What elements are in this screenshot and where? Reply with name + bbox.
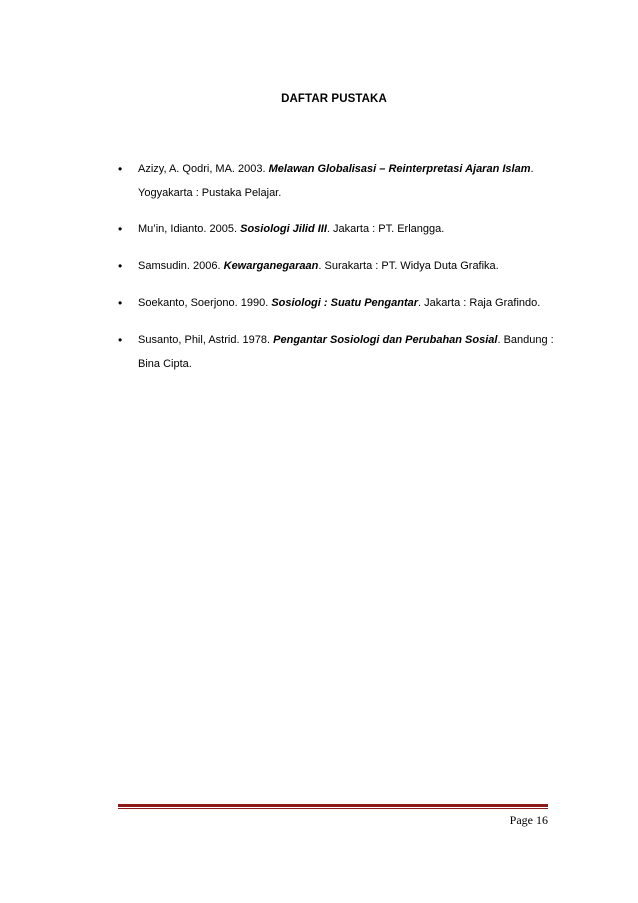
reference-item: [118, 328, 558, 376]
reference-item: [118, 217, 558, 241]
reference-item: [118, 291, 558, 315]
reference-item: [118, 254, 558, 278]
reference-item: [118, 157, 558, 205]
footer-rule-thin: [118, 808, 548, 809]
reference-text: Soekanto, Soerjono. 1990. Sosiologi : Suatu Pengantar. Jakarta : Raja Grafindo.: [138, 297, 541, 309]
page-title: DAFTAR PUSTAKA: [281, 93, 387, 105]
footer-rule: [118, 804, 548, 807]
reference-text: Mu’in, Idianto. 2005. Sosiologi Jilid III. Jakarta : PT. Erlangga.: [138, 223, 445, 235]
bullet-icon: •: [118, 259, 123, 273]
bullet-icon: •: [118, 296, 123, 310]
bullet-icon: •: [118, 333, 123, 347]
reference-text: Azizy, A. Qodri, MA. 2003. Melawan Globalisasi – Reinterpretasi Ajaran Islam. Yogyakarta : Pustaka Pelajar.: [138, 163, 534, 199]
reference-text: Samsudin. 2006. Kewarganegaraan. Surakarta : PT. Widya Duta Grafika.: [138, 260, 499, 272]
reference-text: Susanto, Phil, Astrid. 1978. Pengantar Sosiologi dan Perubahan Sosial. Bandung : Bina Cipta.: [138, 334, 554, 370]
page-number: Page 16: [509, 813, 548, 827]
bullet-icon: •: [118, 222, 123, 236]
bullet-icon: •: [118, 162, 123, 176]
